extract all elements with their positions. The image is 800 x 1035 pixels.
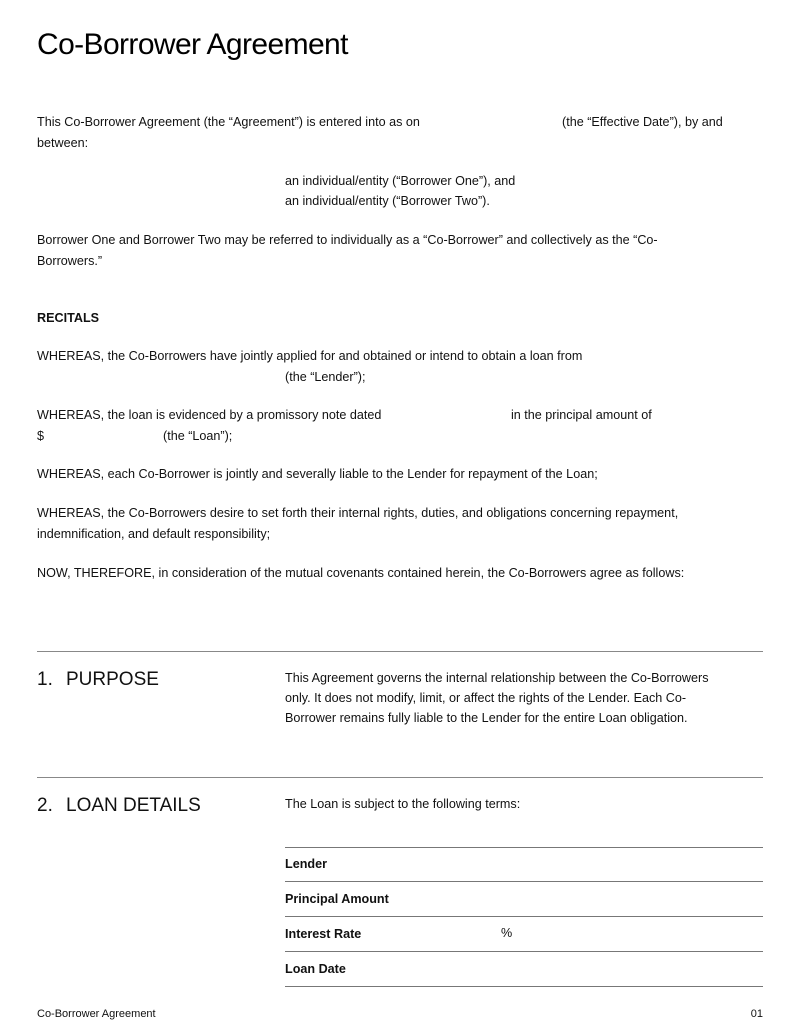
now-therefore-text: NOW, THEREFORE, in consideration of the mutual covenants contained herein, the Co-Borrowers agree as follows:: [37, 566, 685, 580]
table-rule: [285, 986, 763, 987]
purpose-text: Borrower remains fully liable to the Lender for the entire Loan obligation.: [285, 711, 688, 725]
recital-text: indemnification, and default responsibility;: [37, 527, 271, 541]
term-label-interest: Interest Rate: [285, 927, 362, 941]
table-rule: [285, 847, 763, 848]
intro-text: between:: [37, 136, 89, 150]
section-divider: [37, 777, 763, 778]
purpose-text: This Agreement governs the internal relationship between the Co-Borrowers: [285, 671, 709, 685]
intro-text: Borrowers.”: [37, 254, 103, 268]
footer-title: Co-Borrower Agreement: [37, 1008, 156, 1020]
intro-text: Borrower One and Borrower Two may be referred to individually as a “Co-Borrower” and collectively as the “Co-: [37, 233, 658, 247]
recital-text: in the principal amount of: [511, 408, 652, 422]
recital-text: WHEREAS, each Co-Borrower is jointly and severally liable to the Lender for repayment of the Loan;: [37, 467, 598, 481]
intro-text: (the “Effective Date”), by and: [562, 115, 723, 129]
recitals-heading: RECITALS: [37, 311, 100, 325]
intro-text: This Co-Borrower Agreement (the “Agreement”) is entered into as on: [37, 115, 420, 129]
term-label-loan-date: Loan Date: [285, 962, 346, 976]
table-rule: [285, 881, 763, 882]
borrower-one-line: an individual/entity (“Borrower One”), and: [285, 174, 516, 188]
recital-text: WHEREAS, the loan is evidenced by a promissory note dated: [37, 408, 382, 422]
recital-text: (the “Loan”);: [163, 429, 233, 443]
loan-details-intro: The Loan is subject to the following terms:: [285, 797, 521, 811]
section-number: 1.: [37, 669, 53, 690]
table-rule: [285, 951, 763, 952]
recital-text: (the “Lender”);: [285, 370, 366, 384]
interest-percent-sign: %: [501, 926, 513, 940]
recital-text: WHEREAS, the Co-Borrowers desire to set forth their internal rights, duties, and obligations concerning repayment,: [37, 506, 679, 520]
recital-text: $: [37, 429, 45, 443]
section-number: 2.: [37, 795, 53, 816]
borrower-two-line: an individual/entity (“Borrower Two”).: [285, 194, 490, 208]
page-number: 01: [750, 1008, 763, 1020]
table-rule: [285, 916, 763, 917]
term-label-lender: Lender: [285, 857, 327, 871]
section-heading-purpose: PURPOSE: [66, 669, 159, 690]
term-label-principal: Principal Amount: [285, 892, 389, 906]
section-divider: [37, 651, 763, 652]
recital-text: WHEREAS, the Co-Borrowers have jointly applied for and obtained or intend to obtain a loan from: [37, 349, 583, 363]
section-heading-loan-details: LOAN DETAILS: [66, 795, 201, 816]
purpose-text: only. It does not modify, limit, or affect the rights of the Lender. Each Co-: [285, 691, 687, 705]
page-title: Co-Borrower Agreement: [37, 28, 348, 61]
